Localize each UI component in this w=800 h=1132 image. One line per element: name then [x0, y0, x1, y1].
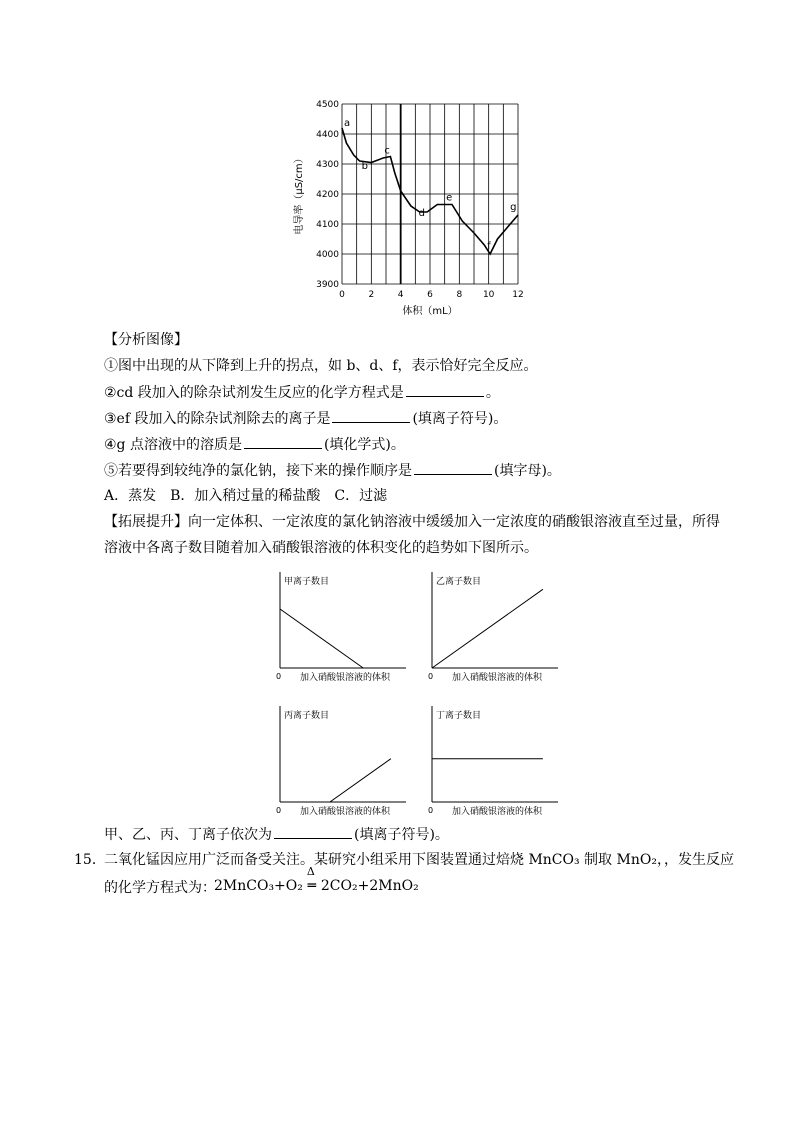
x-tick-label: 4	[397, 290, 404, 300]
question-3-text: ③ef 段加入的除杂试剂除去的离子是	[104, 411, 331, 427]
answer-blank-3[interactable]	[332, 408, 410, 423]
point-label-f: f	[487, 241, 491, 252]
question-4	[104, 434, 405, 455]
answer-blank-ions[interactable]	[274, 824, 352, 839]
ion-chart-yi	[414, 566, 574, 684]
x-axis-label: 加入硝酸银溶液的体积	[452, 673, 543, 683]
conductivity-chart	[290, 92, 540, 324]
question-15-line-2: 的化学方程式为：	[104, 880, 216, 896]
x-tick-label: 0	[339, 290, 345, 300]
question-2-suffix: 。	[485, 385, 500, 401]
point-label-b: b	[361, 161, 368, 172]
point-label-g: g	[510, 202, 517, 213]
origin-label: 0	[428, 806, 434, 815]
answer-blank-4[interactable]	[244, 434, 322, 449]
point-label-d: d	[418, 208, 426, 219]
question-2-text: ②cd 段加入的除杂试剂发生反应的化学方程式是	[104, 385, 404, 401]
heat-symbol: Δ	[306, 865, 315, 878]
y-tick-label: 3900	[316, 280, 339, 290]
point-label-a: a	[344, 118, 351, 129]
question-3	[104, 408, 507, 429]
question-number-15: 15．	[74, 852, 106, 868]
question-5	[104, 460, 561, 481]
extend-text-line-2: 溶液中各离子数目随着加入硝酸银溶液的体积变化的趋势如下图所示。	[104, 540, 538, 556]
ions-question-suffix: (填离子符号)。	[354, 827, 449, 843]
y-tick-label: 4000	[316, 250, 339, 260]
options: A．蒸发 B．加入稍过量的稀盐酸 C．过滤	[104, 488, 388, 504]
y-tick-label: 4300	[316, 160, 339, 170]
formula-condition	[303, 865, 321, 894]
x-tick-label: 8	[456, 290, 463, 300]
x-axis-label: 加入硝酸银溶液的体积	[452, 807, 543, 817]
origin-label: 0	[276, 672, 282, 681]
x-tick-label: 12	[512, 290, 524, 300]
formula-reactants: 2MnCO₃+O₂	[214, 878, 303, 894]
question-15-line-1: 二氧化锰因应用广泛而备受关注。某研究小组采用下图装置通过焙烧 MnCO₃ 制取 MnO₂，，发生反应	[104, 852, 734, 868]
chart-title: 乙离子数目	[436, 577, 482, 587]
trend-line	[280, 609, 363, 668]
ion-chart-jia	[262, 566, 422, 684]
question-5-suffix: (填字母)。	[494, 463, 561, 479]
analysis-title: 【分析图像】	[104, 332, 188, 348]
question-5-text: ⑤若要得到较纯净的氯化钠，接下来的操作顺序是	[104, 463, 412, 479]
question-3-suffix: (填离子符号)。	[412, 411, 508, 427]
ions-question	[104, 824, 449, 845]
question-2	[104, 382, 500, 403]
answer-blank-5[interactable]	[414, 460, 492, 475]
chart-title: 甲离子数目	[284, 577, 330, 587]
question-4-suffix: (填化学式)。	[323, 437, 405, 453]
answer-blank-2[interactable]	[406, 382, 484, 397]
x-axis-label: 体积（mL）	[402, 306, 458, 317]
point-label-c: c	[384, 145, 390, 157]
x-axis-label: 加入硝酸银溶液的体积	[300, 807, 391, 817]
origin-label: 0	[428, 672, 434, 681]
formula-products: 2CO₂+2MnO₂	[320, 878, 419, 894]
reaction-formula	[214, 865, 419, 894]
chart-title: 丙离子数目	[284, 711, 330, 721]
y-tick-label: 4100	[316, 220, 339, 230]
question-1: ①图中出现的从下降到上升的拐点，如 b、d、f，表示恰好完全反应。	[104, 358, 538, 374]
equals-sign: ═	[307, 878, 317, 894]
ion-chart-bing	[262, 700, 422, 818]
x-tick-label: 6	[427, 290, 433, 300]
x-axis-label: 加入硝酸银溶液的体积	[300, 673, 391, 683]
ions-question-text: 甲、乙、丙、丁离子依次为	[104, 827, 272, 843]
ion-chart-ding	[414, 700, 574, 818]
trend-line	[432, 589, 543, 668]
point-label-e: e	[446, 192, 453, 204]
y-tick-label: 4500	[316, 100, 339, 110]
x-tick-label: 10	[482, 290, 495, 300]
trend-line	[280, 759, 391, 802]
chart-title: 丁离子数目	[436, 711, 482, 721]
y-axis-label: 电导率（μS/cm）	[294, 153, 305, 235]
extend-text-line-1: 【拓展提升】向一定体积、一定浓度的氯化钠溶液中缓缓加入一定浓度的硝酸银溶液直至过量，所得	[104, 514, 720, 530]
origin-label: 0	[276, 806, 282, 815]
x-tick-label: 2	[368, 290, 375, 300]
y-tick-label: 4400	[316, 130, 339, 140]
y-tick-label: 4200	[316, 190, 339, 200]
question-4-text: ④g 点溶液中的溶质是	[104, 437, 242, 453]
